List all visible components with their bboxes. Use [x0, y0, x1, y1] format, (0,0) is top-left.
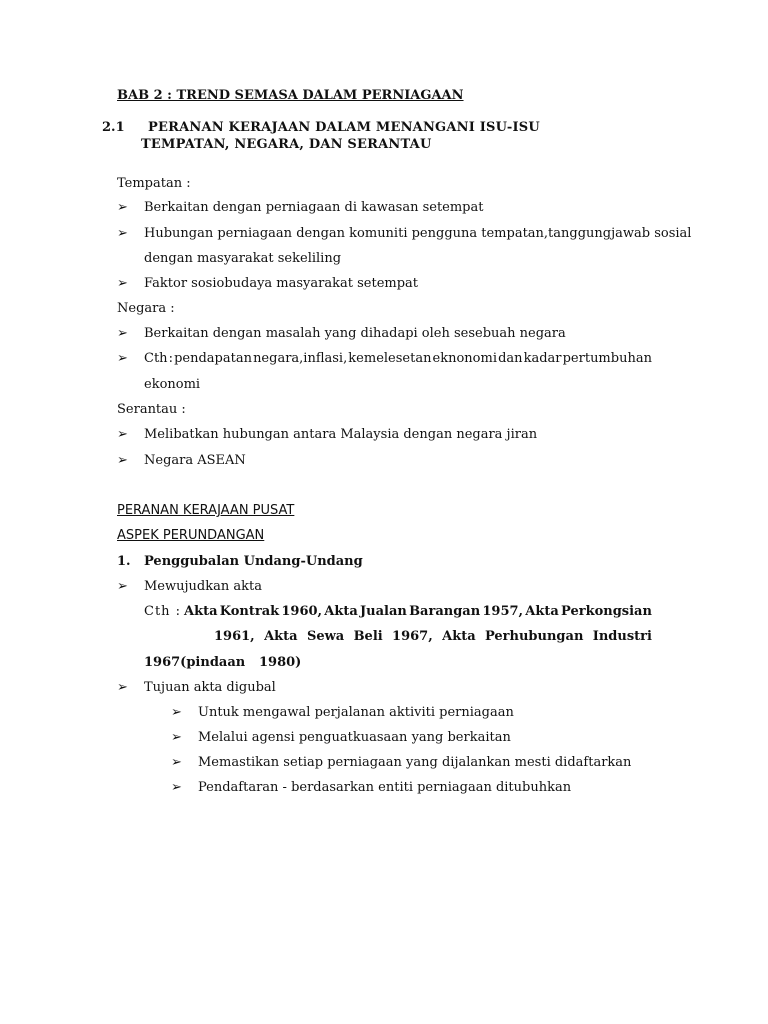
tempatan-item-continuation: dengan masyarakat sekeliling	[144, 251, 342, 266]
cth-acts-word: Akta	[264, 629, 298, 644]
arrow-bullet-icon: ➢	[117, 579, 128, 594]
cth-acts-word: Perhubungan	[484, 629, 584, 644]
cth-acts-word: 1961,	[214, 629, 255, 644]
cth-acts-word: Jualan	[360, 604, 407, 619]
sub-title: Penggubalan Undang-Undang	[144, 554, 363, 569]
negara-item-word: kemelesetan	[348, 351, 432, 366]
negara-item	[144, 350, 652, 368]
aspek-heading: ASPEK PERUNDANGAN	[117, 528, 265, 543]
arrow-bullet-icon: ➢	[117, 680, 128, 695]
arrow-bullet-icon: ➢	[117, 200, 128, 215]
section-heading-line1: PERANAN KERAJAAN DALAM MENANGANI ISU-ISU	[148, 120, 540, 135]
tempatan-item: Faktor sosiobudaya masyarakat setempat	[144, 276, 419, 291]
sub-number: 1.	[117, 554, 131, 569]
tempatan-item: Berkaitan dengan perniagaan di kawasan setempat	[144, 200, 484, 215]
section-heading-line2: TEMPATAN, NEGARA, DAN SERANTAU	[141, 137, 432, 152]
negara-item-word: dan	[498, 351, 523, 366]
tujuan-subitem: Melalui agensi penguatkuasaan yang berkaitan	[198, 730, 511, 745]
cth-acts-word: Akta	[324, 604, 358, 619]
cth-acts-line3b: 1980)	[259, 655, 302, 670]
serantau-label: Serantau :	[117, 402, 186, 417]
negara-item-word: :	[168, 351, 174, 366]
arrow-bullet-icon: ➢	[117, 453, 128, 468]
negara-item-word: pendapatan	[174, 351, 252, 366]
cth-acts-word: Sewa	[306, 629, 345, 644]
cth-acts-word: 1957,	[482, 604, 524, 619]
negara-item-word: negara,inflasi,	[253, 351, 348, 366]
serantau-item: Negara ASEAN	[144, 453, 246, 468]
pusat-heading: PERANAN KERAJAAN PUSAT	[117, 503, 295, 518]
arrow-bullet-icon: ➢	[117, 427, 128, 442]
arrow-bullet-icon: ➢	[117, 326, 128, 341]
negara-item-word: pertumbuhan	[562, 351, 652, 366]
section-number: 2.1	[102, 120, 125, 135]
cth-acts-word: Akta	[525, 604, 559, 619]
negara-label: Negara :	[117, 301, 175, 316]
negara-item: Berkaitan dengan masalah yang dihadapi oleh sesebuah negara	[144, 326, 566, 341]
tujuan-item: Tujuan akta digubal	[144, 680, 276, 695]
cth-prefix: Cth :	[144, 604, 182, 619]
tujuan-subitem: Pendaftaran - berdasarkan entiti perniagaan ditubuhkan	[198, 780, 572, 795]
cth-acts-word: Perkongsian	[561, 604, 652, 619]
tujuan-subitem: Memastikan setiap perniagaan yang dijalankan mesti didaftarkan	[198, 755, 632, 770]
tempatan-item: Hubungan perniagaan dengan komuniti pengguna tempatan,tanggungjawab sosial	[144, 226, 692, 241]
arrow-bullet-icon: ➢	[171, 730, 182, 745]
cth-acts-word: Industri	[592, 629, 652, 644]
cth-acts-line3a: 1967(pindaan	[144, 655, 246, 670]
tujuan-subitem: Untuk mengawal perjalanan aktiviti perniagaan	[198, 705, 514, 720]
arrow-bullet-icon: ➢	[117, 276, 128, 291]
cth-acts-word: Akta	[442, 629, 476, 644]
cth-acts-line2	[214, 628, 652, 646]
cth-acts-word: Kontrak	[219, 604, 280, 619]
negara-item-word: eknonomi	[432, 351, 497, 366]
cth-acts-word: Akta	[184, 604, 218, 619]
arrow-bullet-icon: ➢	[171, 755, 182, 770]
cth-acts-word: 1967,	[392, 629, 433, 644]
page-title: BAB 2 : TREND SEMASA DALAM PERNIAGAAN	[117, 88, 464, 103]
cth-acts-line1	[184, 603, 652, 621]
mewujudkan-item: Mewujudkan akta	[144, 579, 262, 594]
cth-acts-word: Barangan	[409, 604, 481, 619]
arrow-bullet-icon: ➢	[171, 780, 182, 795]
serantau-item: Melibatkan hubungan antara Malaysia dengan negara jiran	[144, 427, 538, 442]
cth-acts-word: 1960,	[281, 604, 323, 619]
cth-acts-word: Beli	[353, 629, 383, 644]
arrow-bullet-icon: ➢	[117, 351, 128, 366]
negara-item-word: Cth	[144, 351, 168, 366]
negara-item-word: kadar	[523, 351, 562, 366]
arrow-bullet-icon: ➢	[171, 705, 182, 720]
arrow-bullet-icon: ➢	[117, 226, 128, 241]
negara-item-continuation: ekonomi	[144, 377, 201, 392]
tempatan-label: Tempatan :	[117, 176, 191, 191]
